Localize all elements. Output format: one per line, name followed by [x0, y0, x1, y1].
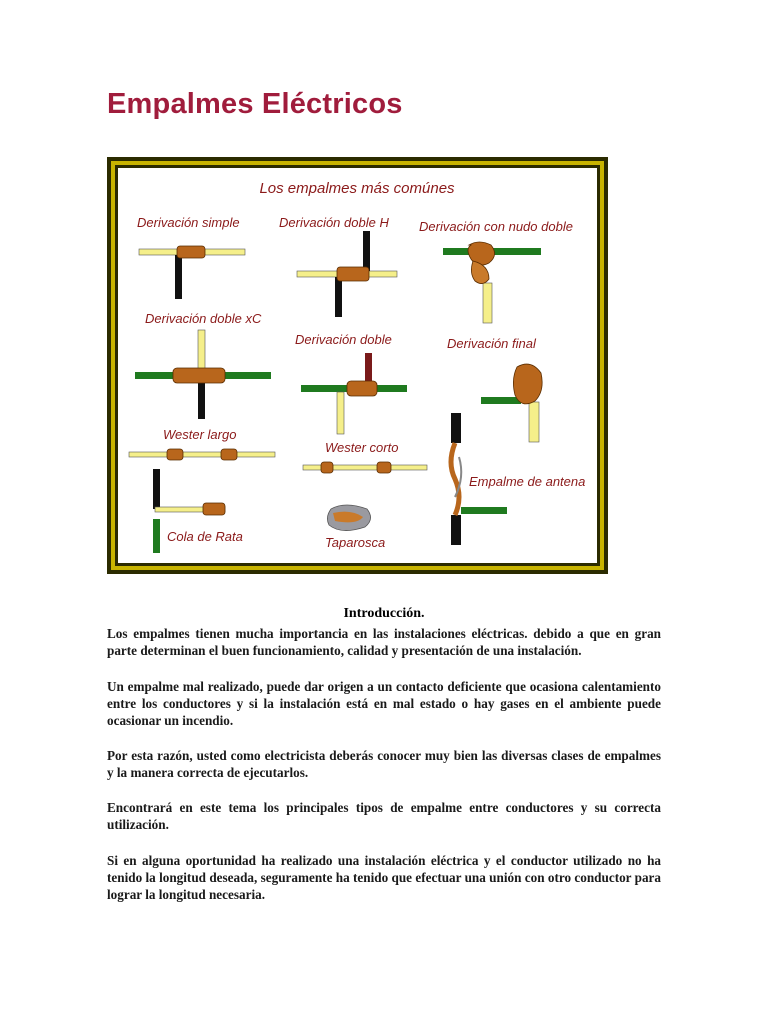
label-derivacion-final: Derivación final — [447, 336, 536, 351]
paragraph-4: Encontrará en este tema los principales tipos de empalme entre conductores y su correcta utilización. — [107, 800, 661, 832]
paragraph-3: Por esta razón, usted como electricista deberás conocer muy bien las diversas clases de empalmes y la manera correcta de ejecutarlos. — [107, 748, 661, 780]
section-heading: Introducción. — [343, 606, 425, 621]
paragraph-1: Los empalmes tienen mucha importancia en las instalaciones eléctricas. debido a que en gran parte determinan el buen funcionamiento, calidad y presentación de una instalación. — [107, 626, 661, 658]
label-empalme-antena: Empalme de antena — [469, 474, 586, 489]
label-derivacion-nudo-doble: Derivación con nudo doble — [419, 219, 573, 234]
paragraph-5: Si en alguna oportunidad ha realizado una instalación eléctrica y el conductor utilizado no ha tenido la longitud deseada, seguramente ha tenido que efectuar una unión con otro conductor para lograr la longitud necesaria. — [107, 853, 661, 902]
label-derivacion-doble: Derivación doble — [295, 332, 392, 347]
label-derivacion-doble-xc: Derivación doble xC — [145, 311, 262, 326]
label-cola-de-rata: Cola de Rata — [167, 529, 243, 544]
label-derivacion-simple: Derivación simple — [137, 215, 240, 230]
label-taparosca: Taparosca — [325, 535, 386, 550]
splices-diagram — [107, 157, 608, 574]
document-title: Empalmes Eléctricos — [107, 88, 403, 120]
splices-figure — [107, 157, 608, 574]
label-wester-largo: Wester largo — [163, 427, 237, 442]
label-wester-corto: Wester corto — [325, 440, 399, 455]
label-derivacion-doble-h: Derivación doble H — [279, 215, 389, 230]
paragraph-2: Un empalme mal realizado, puede dar origen a un contacto deficiente que ocasiona calentamiento entre los conductores y si la instalación está en mal estado o hay gases en el ambiente puede ocasionar un incendio. — [107, 679, 661, 728]
figure-heading: Los empalmes más comúnes — [259, 180, 455, 197]
